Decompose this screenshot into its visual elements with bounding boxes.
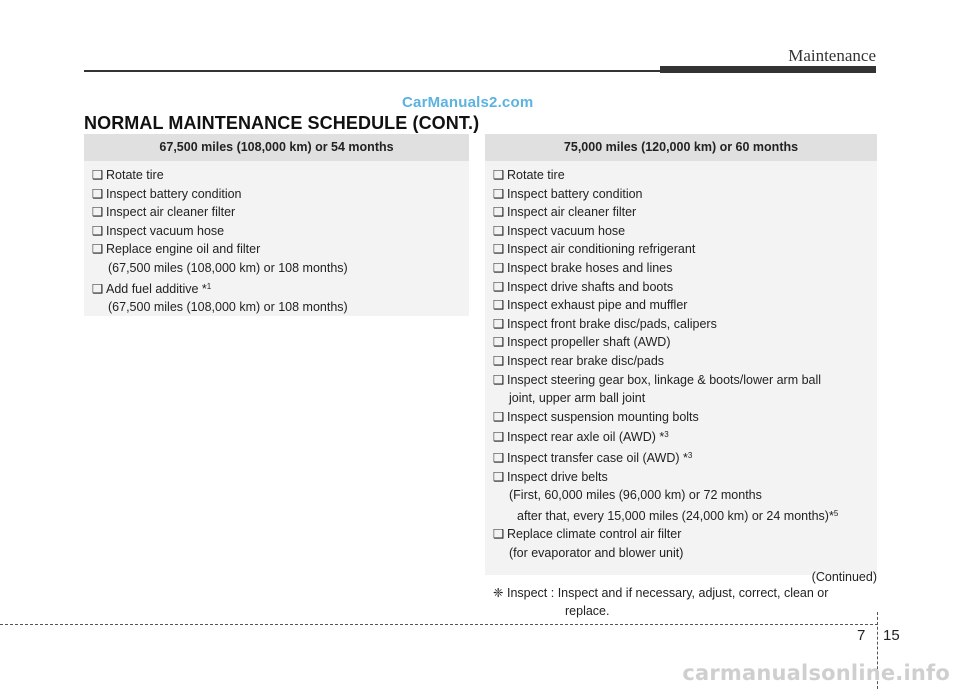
- schedule-item: [493, 525, 877, 544]
- schedule-item-text: Inspect vacuum hose: [106, 223, 225, 238]
- footnote-reference: 3: [664, 430, 669, 440]
- page-number: 15: [883, 627, 900, 644]
- checkbox-icon: ❑: [92, 242, 104, 257]
- schedule-item: [493, 408, 877, 427]
- checkbox-icon: ❑: [493, 242, 505, 257]
- schedule-item: [92, 203, 469, 222]
- checkbox-icon: ❑: [493, 316, 505, 331]
- schedule-box-75000: [485, 134, 877, 585]
- checkbox-icon: ❑: [92, 186, 104, 201]
- schedule-item-detail: [493, 544, 877, 563]
- schedule-item-detail: [493, 505, 877, 526]
- schedule-item-text: Inspect vacuum hose: [507, 223, 626, 238]
- schedule-item-text: Inspect battery condition: [106, 186, 242, 201]
- schedule-item-text: after that, every 15,000 miles (24,000 km) or 24 months)*: [517, 508, 834, 523]
- schedule-item-text: (for evaporator and blower unit): [509, 545, 684, 560]
- watermark-bottom[interactable]: carmanualsonline.info: [682, 661, 950, 685]
- schedule-item-text: Inspect drive belts: [507, 469, 608, 484]
- schedule-item-text: Inspect transfer case oil (AWD) *: [507, 450, 688, 465]
- page-chapter-number: 7: [857, 627, 866, 644]
- schedule-item-text: Add fuel additive *: [106, 281, 207, 296]
- schedule-item-detail: [493, 389, 877, 408]
- schedule-item: [92, 166, 469, 185]
- schedule-item-text: Inspect rear brake disc/pads: [507, 353, 665, 368]
- chapter-title: Maintenance: [788, 46, 876, 65]
- schedule-list: [84, 161, 469, 323]
- header-rule: [84, 70, 660, 72]
- schedule-item-detail: [493, 486, 877, 505]
- schedule-item: [493, 468, 877, 487]
- checkbox-icon: ❑: [493, 335, 505, 350]
- checkbox-icon: ❑: [493, 372, 505, 387]
- schedule-item: [92, 222, 469, 241]
- footnote-line1: Inspect : Inspect and if necessary, adjust, correct, clean or: [506, 586, 829, 600]
- schedule-list: [485, 161, 877, 568]
- schedule-item-text: Inspect air cleaner filter: [507, 205, 637, 220]
- schedule-item: [493, 315, 877, 334]
- schedule-item: [493, 371, 877, 390]
- schedule-item: [493, 447, 877, 468]
- checkbox-icon: ❑: [493, 409, 505, 424]
- checkbox-icon: ❑: [92, 281, 104, 296]
- checkbox-icon: ❑: [493, 186, 505, 201]
- schedule-item-text: Replace climate control air filter: [507, 527, 682, 542]
- section-title: NORMAL MAINTENANCE SCHEDULE (CONT.): [84, 113, 480, 133]
- checkbox-icon: ❑: [92, 168, 104, 182]
- schedule-item-text: Inspect drive shafts and boots: [507, 279, 674, 294]
- schedule-box-header: 75,000 miles (120,000 km) or 60 months: [485, 134, 877, 161]
- checkbox-icon: ❑: [92, 223, 104, 238]
- schedule-item-text: Inspect air cleaner filter: [106, 205, 236, 220]
- checkbox-icon: ❑: [493, 430, 505, 445]
- checkbox-icon: ❑: [493, 527, 505, 542]
- schedule-item-text: Rotate tire: [106, 168, 164, 182]
- checkbox-icon: ❑: [493, 469, 505, 484]
- checkbox-icon: ❑: [493, 168, 505, 182]
- schedule-item-text: Inspect rear axle oil (AWD) *: [507, 430, 665, 445]
- schedule-item-text: (First, 60,000 miles (96,000 km) or 72 months: [509, 488, 762, 503]
- schedule-item: [493, 333, 877, 352]
- inspect-footnote: [493, 584, 877, 620]
- schedule-item-text: Inspect front brake disc/pads, calipers: [507, 316, 717, 331]
- footnote-symbol: ❈: [493, 586, 504, 600]
- schedule-item-text: joint, upper arm ball joint: [509, 391, 646, 406]
- schedule-item-detail: [92, 259, 469, 278]
- schedule-box-67500: [84, 134, 469, 316]
- schedule-item-text: Inspect battery condition: [507, 186, 643, 201]
- checkbox-icon: ❑: [493, 223, 505, 238]
- schedule-item: [493, 222, 877, 241]
- schedule-item: [493, 296, 877, 315]
- schedule-item-text: Replace engine oil and filter: [106, 242, 261, 257]
- schedule-item-text: (67,500 miles (108,000 km) or 108 months): [108, 260, 348, 275]
- schedule-item-text: Inspect steering gear box, linkage & boots/lower arm ball: [507, 372, 822, 387]
- schedule-item-text: Inspect air conditioning refrigerant: [507, 242, 696, 257]
- footnote-reference: 5: [833, 508, 839, 518]
- schedule-item: [493, 166, 877, 185]
- footnote-reference: 1: [206, 281, 212, 291]
- schedule-box-header: 67,500 miles (108,000 km) or 54 months: [84, 134, 469, 161]
- schedule-item: [493, 426, 877, 447]
- schedule-item-text: Inspect propeller shaft (AWD): [507, 335, 671, 350]
- schedule-item-text: Inspect suspension mounting bolts: [507, 409, 699, 424]
- schedule-item-text: Inspect exhaust pipe and muffler: [507, 298, 688, 313]
- schedule-item: [493, 240, 877, 259]
- watermark-top[interactable]: CarManuals2.com: [402, 94, 534, 111]
- schedule-item: [92, 240, 469, 259]
- schedule-item: [493, 352, 877, 371]
- footer-rule: [0, 624, 878, 625]
- schedule-item: [493, 203, 877, 222]
- schedule-item: [92, 278, 469, 299]
- continued-label: (Continued): [811, 570, 877, 585]
- checkbox-icon: ❑: [493, 450, 505, 465]
- checkbox-icon: ❑: [92, 205, 104, 220]
- checkbox-icon: ❑: [493, 279, 505, 294]
- checkbox-icon: ❑: [493, 298, 505, 313]
- checkbox-icon: ❑: [493, 260, 505, 275]
- checkbox-icon: ❑: [493, 205, 505, 220]
- schedule-item: [493, 259, 877, 278]
- schedule-item-text: Inspect brake hoses and lines: [507, 260, 673, 275]
- checkbox-icon: ❑: [493, 353, 505, 368]
- schedule-item-detail: [92, 298, 469, 317]
- header-rule-thick: [660, 66, 876, 73]
- schedule-item-text: Rotate tire: [507, 168, 565, 182]
- schedule-item: [92, 185, 469, 204]
- schedule-item: [493, 185, 877, 204]
- schedule-item-text: (67,500 miles (108,000 km) or 108 months): [108, 300, 348, 315]
- schedule-item: [493, 278, 877, 297]
- footnote-line2: replace.: [565, 604, 610, 618]
- footnote-reference: 3: [687, 450, 693, 460]
